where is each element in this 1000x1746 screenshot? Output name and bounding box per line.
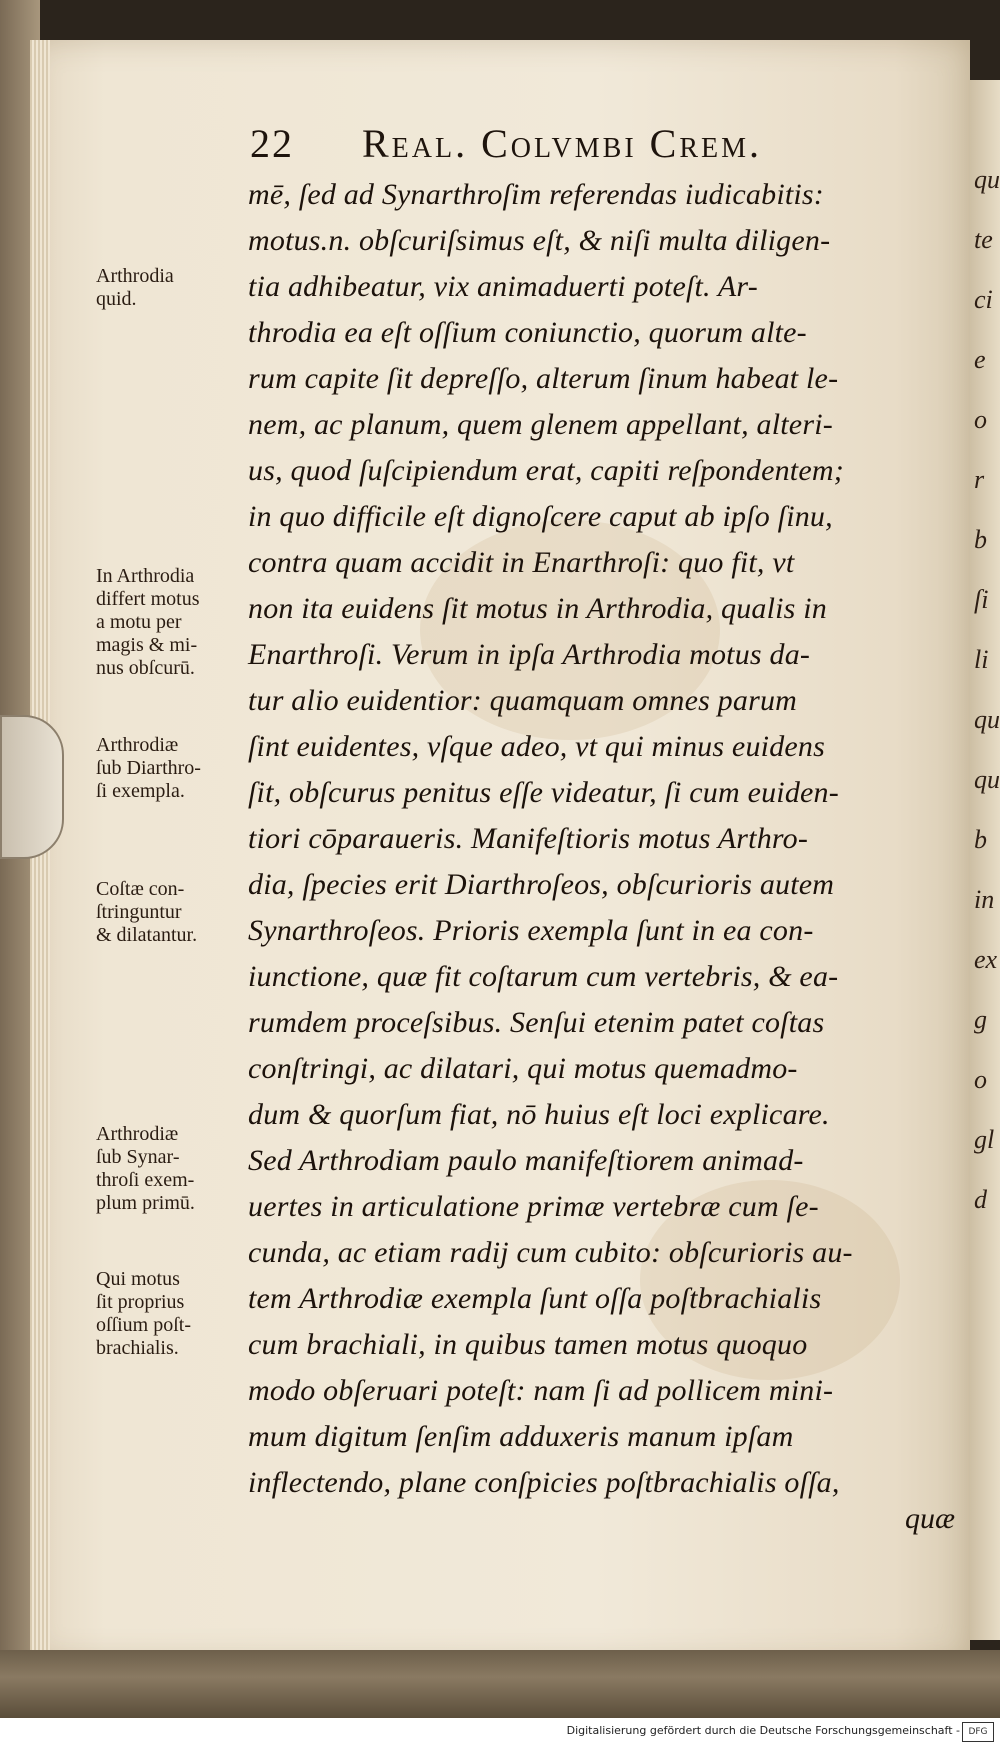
marginal-line: plum primū. <box>96 1192 195 1214</box>
next-page-fragment: b <box>974 825 987 854</box>
text-line: cunda, ac etiam radij cum cubito: obſcurioris au- <box>248 1236 853 1269</box>
page-number: 22 <box>250 121 294 166</box>
text-line: tem Arthrodiæ exempla ſunt oſſa poſtbrachialis <box>248 1282 822 1315</box>
next-page-fragment: in <box>974 885 995 914</box>
next-page-fragment: g <box>974 1005 987 1034</box>
text-line: nem, ac planum, quem glenem appellant, alteri- <box>248 408 833 441</box>
text-line: uertes in articulatione primæ vertebræ cum ſe- <box>248 1190 819 1223</box>
marginal-line: ſub Synar- <box>96 1146 180 1168</box>
next-page-fragment: ci <box>974 285 993 314</box>
marginal-line: Arthrodiæ <box>96 734 179 756</box>
next-page-fragment: ſi <box>974 585 989 614</box>
marginal-line: oſſium poſt- <box>96 1314 191 1336</box>
next-page-fragment: b <box>974 525 987 554</box>
text-line: contra quam accidit in Enarthroſi: quo fit, vt <box>248 546 795 579</box>
text-line: Sed Arthrodiam paulo manifeſtiorem animad- <box>248 1144 804 1177</box>
next-page-fragment: gl <box>974 1125 995 1154</box>
next-page-fragments <box>974 150 1000 1230</box>
marginal-note-qui-motus <box>96 1268 246 1360</box>
running-head: Real. Colvmbi Crem. <box>362 121 763 166</box>
dfg-logo-icon: DFG <box>962 1722 994 1742</box>
text-line: motus.n. obſcuriſsimus eſt, & niſi multa diligen- <box>248 224 831 257</box>
text-line: ſint euidentes, vſque adeo, vt qui minus euidens <box>248 730 825 763</box>
text-line: rum capite ſit depreſſo, alterum ſinum habeat le- <box>248 362 839 395</box>
marginal-note-arthrodia-quid <box>96 265 246 311</box>
text-line: conſtringi, ac dilatari, qui motus quemadmo- <box>248 1052 798 1085</box>
text-line: non ita euidens ſit motus in Arthrodia, qualis in <box>248 592 827 625</box>
next-page-fragment: r <box>974 465 985 494</box>
marginal-line: magis & mi- <box>96 634 198 656</box>
marginal-line: Coſtæ con- <box>96 878 185 900</box>
text-line: dum & quorſum fiat, nō huius eſt loci explicare. <box>248 1098 830 1131</box>
marginal-line: Qui motus <box>96 1268 180 1290</box>
marginal-line: ſtringuntur <box>96 901 182 923</box>
marginal-note-costae <box>96 878 246 947</box>
next-page-fragment: o <box>974 405 987 434</box>
book-clasp <box>0 715 64 859</box>
marginal-line: brachialis. <box>96 1337 179 1359</box>
next-page-fragment: te <box>974 225 993 254</box>
text-line: iunctione, quæ fit coſtarum cum vertebris, & ea- <box>248 960 839 993</box>
text-line: inflectendo, plane conſpicies poſtbrachialis oſſa, <box>248 1466 840 1499</box>
text-line: cum brachiali, in quibus tamen motus quoquo <box>248 1328 808 1361</box>
marginal-line: differt motus <box>96 588 200 610</box>
next-page-fragment: qu <box>974 705 1000 734</box>
text-line: tiori cōparaueris. Manifeſtioris motus Arthro- <box>248 822 809 855</box>
text-line: in quo difficile eſt dignoſcere caput ab ipſo ſinu, <box>248 500 833 533</box>
marginal-note-arthrodia-differt <box>96 565 246 680</box>
next-page-fragment: qu <box>974 165 1000 194</box>
marginal-line: Arthrodiæ <box>96 1123 179 1145</box>
text-line: mum digitum ſenſim adduxeris manum ipſam <box>248 1420 794 1453</box>
text-line: tur alio euidentior: quamquam omnes parum <box>248 684 798 717</box>
next-page-fragment: li <box>974 645 989 674</box>
marginal-note-synarthrosi-exemplum <box>96 1123 246 1215</box>
text-line: ſit, obſcurus penitus eſſe videatur, ſi cum euiden- <box>248 776 839 809</box>
book-bottom-edge <box>0 1650 1000 1718</box>
marginal-line: a motu per <box>96 611 182 633</box>
catchword: quæ <box>905 1502 956 1535</box>
next-page-fragment: ex <box>974 945 998 974</box>
marginal-note-diarthrosi-exempla <box>96 734 246 803</box>
marginal-line: Arthrodia <box>96 265 174 287</box>
marginal-line: In Arthrodia <box>96 565 195 587</box>
text-line: Synarthroſeos. Prioris exempla ſunt in ea con- <box>248 914 814 947</box>
text-line: throdia ea eſt oſſium coniunctio, quorum alte- <box>248 316 807 349</box>
marginal-line: & dilatantur. <box>96 924 198 946</box>
body-text <box>248 172 948 1506</box>
text-line: rumdem proceſsibus. Senſui etenim patet coſtas <box>248 1006 825 1039</box>
marginal-line: ſi exempla. <box>96 780 185 802</box>
text-line: us, quod ſuſcipiendum erat, capiti reſpondentem; <box>248 454 844 487</box>
marginal-line: throſi exem- <box>96 1169 195 1191</box>
next-page-fragment: e <box>974 345 986 374</box>
marginal-line: ſub Diarthro- <box>96 757 201 779</box>
next-page-fragment: d <box>974 1185 987 1214</box>
marginal-line: nus obſcurū. <box>96 657 195 679</box>
text-line: dia, ſpecies erit Diarthroſeos, obſcurioris autem <box>248 868 835 901</box>
footer-credit: Digitalisierung gefördert durch die Deutsche Forschungsgemeinschaft - <box>566 1724 960 1737</box>
marginal-line: quid. <box>96 288 137 310</box>
text-line: modo obſeruari poteſt: nam ſi ad pollicem mini- <box>248 1374 834 1407</box>
marginal-line: ſit proprius <box>96 1291 185 1313</box>
next-page-fragment: qu <box>974 765 1000 794</box>
page-header <box>250 120 870 168</box>
text-line: tia adhibeatur, vix animaduerti poteſt. Ar- <box>248 270 758 303</box>
next-page-fragment: o <box>974 1065 987 1094</box>
text-line: Enarthroſi. Verum in ipſa Arthrodia motus da- <box>248 638 811 671</box>
text-line: mē, ſed ad Synarthroſim referendas iudicabitis: <box>248 178 824 211</box>
